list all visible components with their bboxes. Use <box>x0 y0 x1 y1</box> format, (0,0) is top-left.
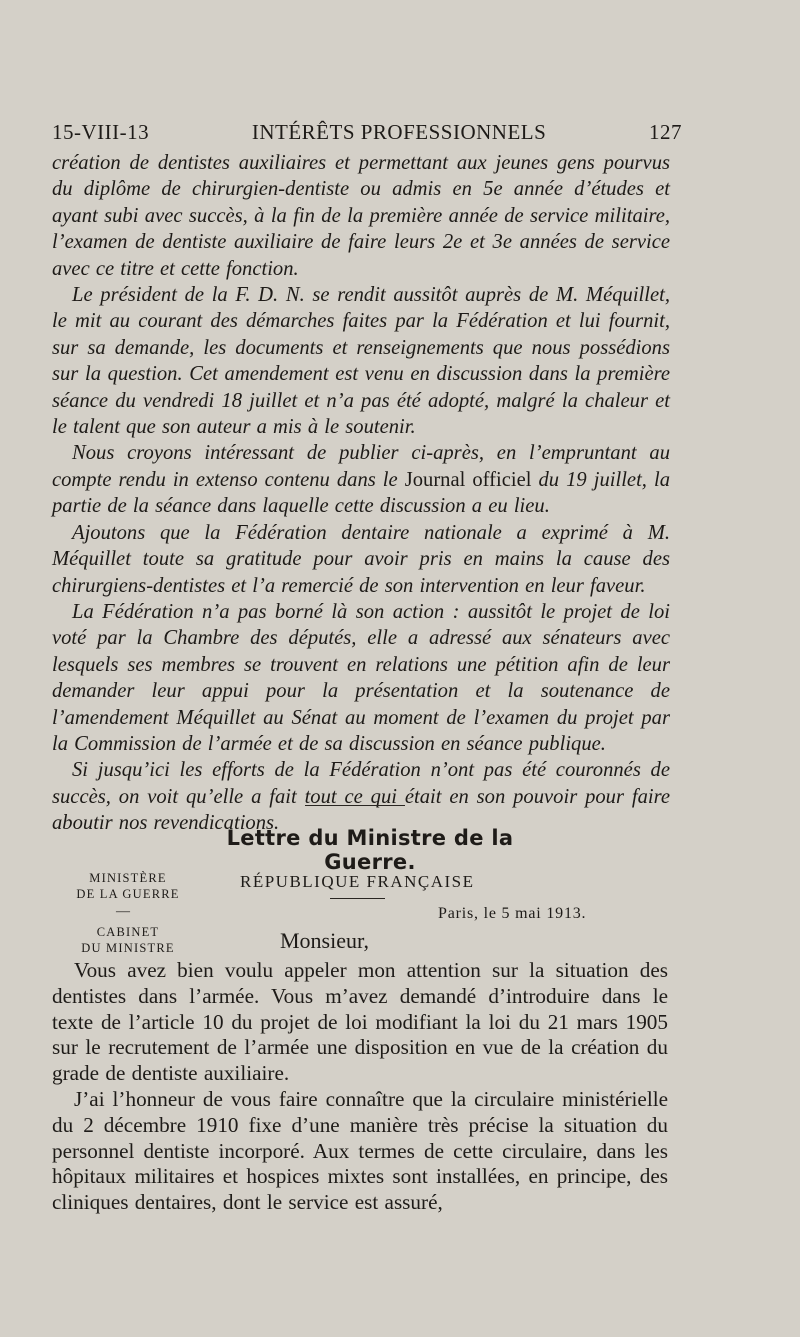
republic-heading: RÉPUBLIQUE FRANÇAISE <box>240 872 475 891</box>
paragraph-3-text-b: du 19 juillet, la partie de la séance dans laquelle cette discussion a eu lieu. <box>52 468 670 518</box>
ministry-heading <box>58 870 198 902</box>
place-and-date: Paris, le 5 mai 1913. <box>438 905 587 922</box>
cabinet-line-1: CABINET <box>96 925 160 939</box>
republic-underline <box>330 898 385 899</box>
letter-title: Lettre du Ministre de la Guerre. <box>226 826 514 874</box>
article-body <box>52 150 670 837</box>
paragraph-2: Le président de la F. D. N. se rendit aussitôt auprès de M. Méquillet, le mit au courant des démarches faites par la Fédération et lui fournit, sur sa demande, les documents et renseignements que nous possédions sur la question. Cet amendement est venu en discussion dans la première séance du vendredi 18 juillet et n’a pas été adopté, malgré la chaleur et le talent que son auteur a mis à le soutenir. <box>52 284 670 439</box>
cabinet-line-2: DU MINISTRE <box>81 941 175 955</box>
paragraph-3-text-a: Nous croyons intéressant de publier ci-après, en l’empruntant au compte rendu in extenso contenu dans le <box>52 442 670 491</box>
paragraph-6: Si jusqu’ici les efforts de la Fédération n’ont pas été couronnés de succès, on voit qu’elle a fait tout ce qui était en son pouvoir pour faire aboutir nos revendications. <box>52 759 670 835</box>
paragraph-5: La Fédération n’a pas borné là son action : aussitôt le projet de loi voté par la Chambre des députés, elle a adressé aux sénateurs avec lesquels ses membres se trouvent en relations une pétition afin de leur demander leur appui pour la présentation et la soutenance de l’amendement Méquillet au Sénat au moment de l’examen du projet par la Commission de l’armée et de sa discussion en séance publique. <box>52 600 670 755</box>
letter-paragraph-2: J’ai l’honneur de vous faire connaître que la circulaire ministérielle du 2 décembre 1910 fixe d’une manière très précise la situation du personnel dentiste incorporé. Aux termes de cette circulaire, dans les hôpitaux militaires et hospices mixtes sont installées, en principe, des cliniques dentaires, dont le service est assuré, <box>52 1086 668 1215</box>
letter-body <box>52 958 668 1216</box>
ministry-line-1: MINISTÈRE <box>89 871 167 885</box>
paragraph-1: création de dentistes auxiliaires et permettant aux jeunes gens pourvus du diplôme de chirurgien-dentiste ou admis en 5e année d’études et ayant subi avec succès, à la fin de la première année de service militaire, l’examen de dentiste auxiliaire de faire leurs 2e et 3e années de service avec ce titre et cette fonction. <box>52 152 670 280</box>
journal-officiel-title: Journal officiel <box>404 468 532 491</box>
page-number: 127 <box>649 120 682 144</box>
header-section-title: INTÉRÊTS PROFESSIONNELS <box>251 120 547 144</box>
cabinet-heading <box>58 924 198 956</box>
letter-paragraph-1: Vous avez bien voulu appeler mon attention sur la situation des dentistes dans l’armée. Vous m’avez demandé d’introduire dans le texte de l’article 10 du projet de loi modifiant la loi du 21 mars 1905 sur le recrutement de l’armée une disposition en vue de la création du grade de dentiste auxiliaire. <box>52 958 668 1086</box>
paragraph-3 <box>52 440 670 519</box>
salutation: Monsieur, <box>280 928 369 953</box>
section-divider <box>305 805 405 806</box>
running-header <box>52 120 682 145</box>
header-date: 15-VIII-13 <box>52 120 150 144</box>
heading-dash: — <box>116 904 130 919</box>
ministry-line-2: DE LA GUERRE <box>76 887 180 901</box>
paragraph-4: Ajoutons que la Fédération dentaire nationale a exprimé à M. Méquillet toute sa gratitude pour avoir pris en mains la cause des chirurgiens-dentistes et l’a remercié de son intervention en leur faveur. <box>52 521 670 597</box>
